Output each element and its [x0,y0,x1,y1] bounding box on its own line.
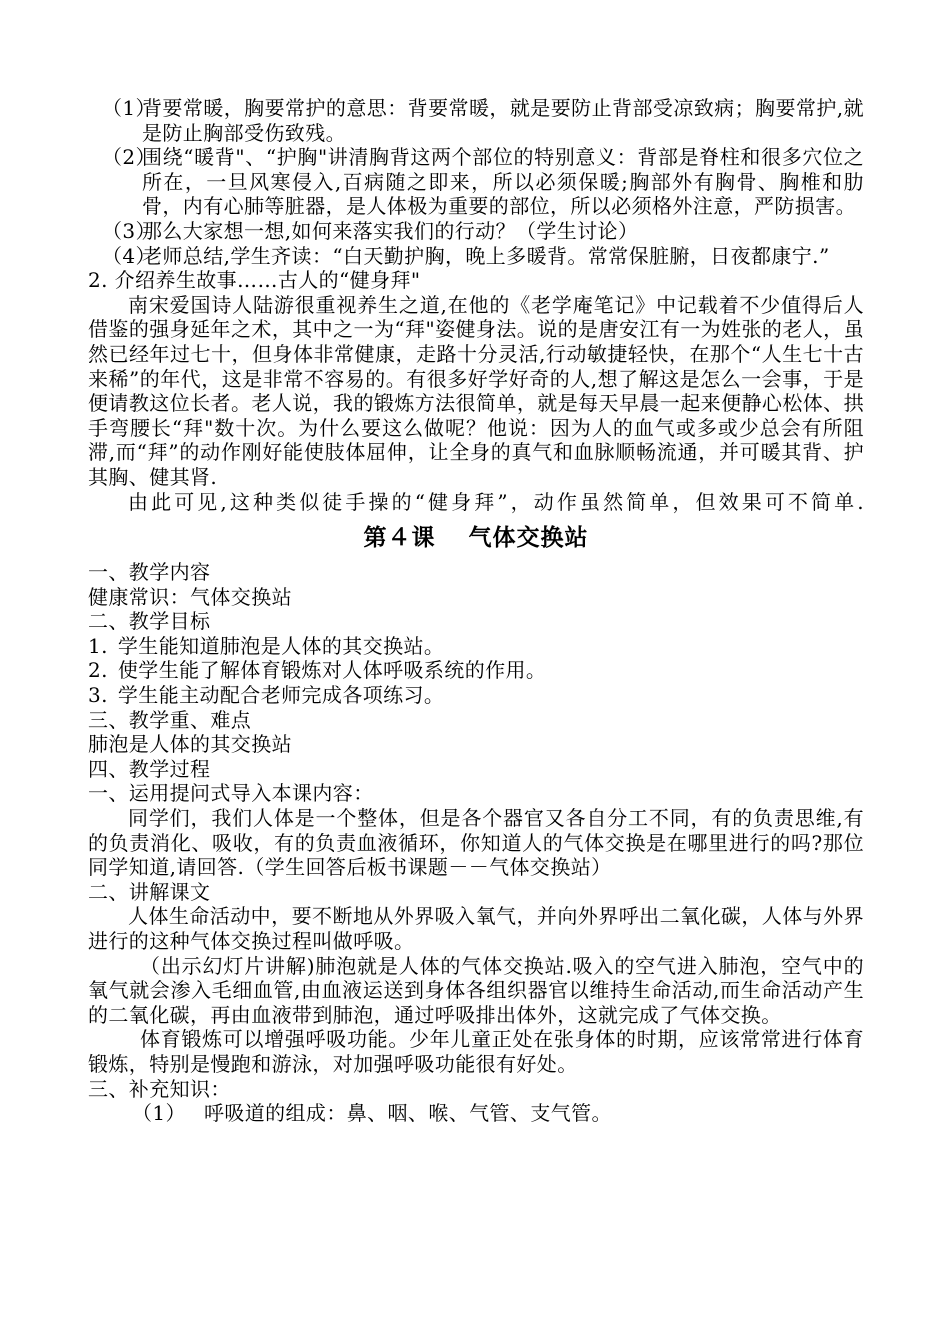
supplement-text: 呼吸道的组成：鼻、咽、喉、气管、支气管。 [203,1101,612,1126]
goal-number: 2. [88,658,108,683]
item-text: 背要常暖，胸要常护的意思：背要常暖，就是要防止背部受凉致病；胸要常护,就是防止胸部受伤致残。 [142,96,864,145]
goal-item [88,634,864,659]
story-paragraph: 南宋爱国诗人陆游很重视养生之道,在他的《老学庵笔记》中记载着不少值得后人借鉴的强身延年之术，其中之一为“拜"姿健身法。说的是唐安江有一为姓张的老人，虽然已经年过七十，但身体非常健康，走路十分灵活,行动敏捷轻快，在那个“人生七十古来稀”的年代，这是非常不容易的。有很多好学好奇的人,想了解这是怎么一会事，于是便请教这位长者。老人说，我的锻炼方法很简单，就是每天早晨一起来便静心松体、拱手弯腰长“拜"数十次。为什么要这么做呢？他说：因为人的血气或多或少总会有所阻滞,而“拜”的动作刚好能使肢体屈伸，让全身的真气和血脉顺畅流通，并可暖其背、护其胸、健其肾. [88,292,864,489]
section-heading-goals: 二、教学目标 [88,609,211,634]
story-conclusion: 由此可见,这种类似徒手操的“健身拜”，动作虽然简单，但效果可不简单. [128,489,864,514]
list-item [88,145,864,219]
process-step-text: 人体生命活动中，要不断地从外界吸入氧气，并向外界呼出二氧化碳，人体与外界进行的这种气体交换过程叫做呼吸。 [88,904,864,953]
goal-text: 学生能主动配合老师完成各项练习。 [117,683,445,708]
document-page [88,96,864,1126]
item-text: 围绕“暖背"、“护胸"讲清胸背这两个部位的特别意义：背部是脊柱和很多穴位之所在，一旦风寒侵入,百病随之即来，所以必须保暖;胸部外有胸骨、胸椎和肋骨，内有心肺等脏器，是人体极为重要的部位，所以必须格外注意，严防损害。 [142,145,864,219]
supplement-number: （1） [132,1101,186,1126]
story-heading: 2. 介绍养生故事……古人的“健身拜" [88,268,421,293]
list-item [88,244,864,269]
process-step-text: （出示幻灯片讲解)肺泡就是人体的气体交换站.吸入的空气进入肺泡，空气中的氧气就会渗入毛细血管,由血液运送到身体各组织器官以维持生命活动,而生命活动产生的二氧化碳，再由血液带到肺泡，通过呼吸排出体外，这就完成了气体交换。 [88,953,864,1027]
list-item [88,219,864,244]
process-step-text: 同学们，我们人体是一个整体，但是各个器官又各自分工不同，有的负责思维,有的负责消化、吸收，有的负责血液循环，你知道人的气体交换是在哪里进行的吗?那位同学知道,请回答.（学生回答后板书课题－－气体交换站） [88,806,864,880]
process-step-heading: 二、讲解课文 [88,879,211,904]
key-points-text: 肺泡是人体的其交换站 [88,732,292,757]
content-text: 健康常识：气体交换站 [88,584,292,609]
process-step-heading: 一、运用提问式导入本课内容： [88,781,374,806]
goal-item [88,683,864,708]
goal-text: 学生能知道肺泡是人体的其交换站。 [117,633,445,658]
lesson-title: 第４课 气体交换站 [363,525,589,552]
list-item [88,96,864,145]
process-step-heading: 三、补充知识： [88,1076,231,1101]
section-heading-key-points: 三、教学重、难点 [88,707,252,732]
goal-number: 1. [88,633,108,658]
supplement-item [88,1101,864,1126]
item-number: （3） [102,218,156,243]
goal-text: 使学生能了解体育锻炼对人体呼吸系统的作用。 [117,658,547,683]
goal-item [88,658,864,683]
goal-number: 3. [88,683,108,708]
section-heading-content: 一、教学内容 [88,560,211,585]
item-number: （4） [102,243,156,268]
item-text: 老师总结,学生齐读：“白天勤护胸，晚上多暖背。常常保脏腑，日夜都康宁.” [142,243,830,268]
process-step-text: 体育锻炼可以增强呼吸功能。少年儿童正处在张身体的时期，应该常常进行体育锻炼，特别是慢跑和游泳，对加强呼吸功能很有好处。 [88,1027,864,1076]
item-number: （1） [102,96,156,120]
item-text: 那么大家想一想,如何来落实我们的行动？（学生讨论） [142,218,639,243]
item-number: （2） [102,145,156,170]
section-heading-process: 四、教学过程 [88,756,211,781]
